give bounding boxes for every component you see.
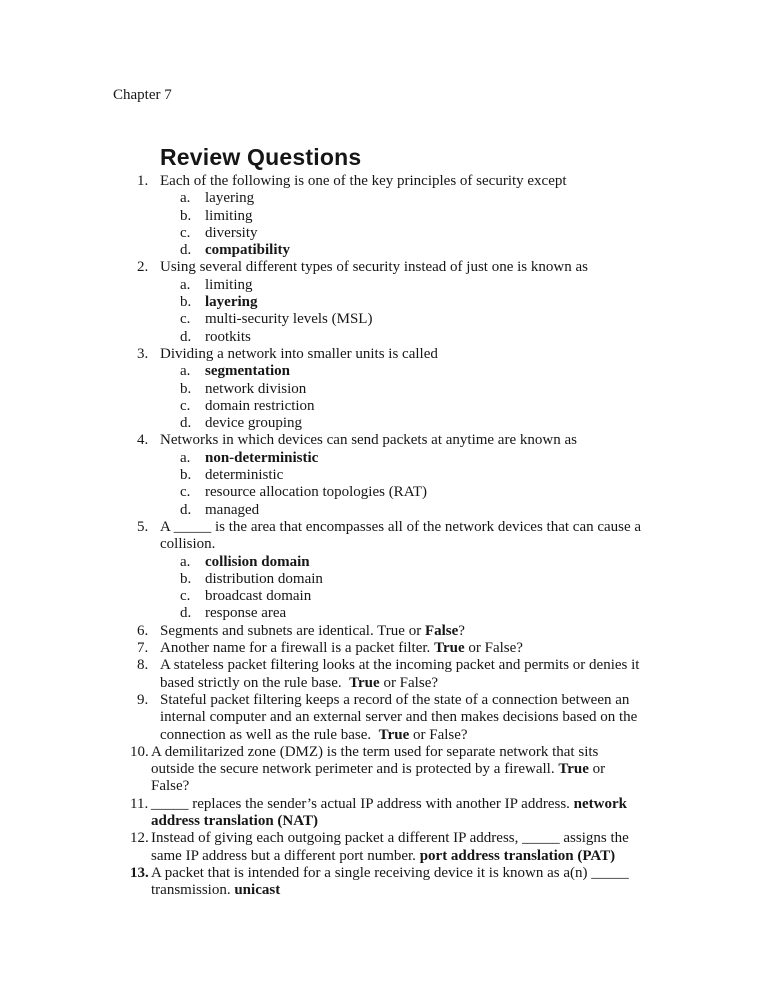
- question-item: [137, 623, 675, 640]
- question-text-line: [160, 709, 675, 726]
- text-segment: or False?: [464, 640, 523, 657]
- question-text-line: [160, 657, 675, 674]
- question-text-line: [160, 432, 675, 449]
- text-segment: A packet that is intended for a single receiving device it is known as a(n) _____: [151, 864, 629, 881]
- option-row: [180, 225, 675, 242]
- answer-text-segment: True: [434, 640, 465, 657]
- question-text-line: [151, 796, 675, 813]
- question-body: [160, 519, 675, 623]
- option-row: [180, 277, 675, 294]
- question-body: [160, 259, 675, 345]
- option-text: limiting: [205, 207, 253, 224]
- question-text-line: [151, 761, 675, 778]
- option-row: [180, 398, 675, 415]
- option-row: [180, 381, 675, 398]
- option-row: [180, 190, 675, 207]
- chapter-label: Chapter 7: [113, 87, 172, 103]
- question-number: 7.: [137, 640, 149, 657]
- option-text: response area: [205, 605, 287, 622]
- question-number: 9.: [137, 691, 149, 708]
- text-segment: outside the secure network perimeter and is protected by a firewall.: [151, 761, 559, 778]
- text-segment: A stateless packet filtering looks at the incoming packet and permits or denies it: [160, 657, 640, 674]
- question-number: 6.: [137, 622, 149, 639]
- option-row: [180, 311, 675, 328]
- option-row: [180, 329, 675, 346]
- question-number: 8.: [137, 657, 149, 674]
- text-segment: transmission.: [151, 882, 235, 899]
- content-area: [115, 144, 675, 899]
- option-text-answer: non-deterministic: [205, 449, 319, 466]
- option-letter: b.: [180, 294, 192, 311]
- question-number: 4.: [137, 432, 149, 449]
- question-body: [160, 346, 675, 432]
- option-row: [180, 467, 675, 484]
- question-item: [130, 796, 675, 831]
- question-body: [160, 432, 675, 518]
- option-letter: d.: [180, 605, 192, 622]
- option-letter: d.: [180, 328, 192, 345]
- question-text-line: [160, 675, 675, 692]
- option-text-answer: segmentation: [205, 363, 290, 380]
- text-segment: A demilitarized zone (DMZ) is the term used for separate network that sits: [151, 743, 599, 760]
- question-body: [151, 744, 675, 796]
- question-body: [160, 640, 675, 657]
- answer-text-segment: port address translation (PAT): [419, 847, 616, 864]
- option-letter: d.: [180, 242, 192, 259]
- question-number: 11.: [130, 795, 149, 812]
- answer-text-segment: address translation (NAT): [151, 812, 318, 829]
- question-text-line: [160, 640, 675, 657]
- question-number: 5.: [137, 518, 149, 535]
- option-letter: a.: [180, 449, 191, 466]
- option-text: limiting: [205, 276, 253, 293]
- text-segment: collision.: [160, 536, 216, 553]
- question-item: [137, 346, 675, 432]
- question-item: [137, 657, 675, 692]
- option-row: [180, 554, 675, 571]
- question-body: [151, 865, 675, 900]
- question-text-line: [151, 865, 675, 882]
- text-segment: _____ replaces the sender’s actual IP address with another IP address.: [151, 795, 574, 812]
- option-letter: b.: [180, 207, 192, 224]
- option-text: resource allocation topologies (RAT): [205, 484, 428, 501]
- option-text: multi-security levels (MSL): [205, 311, 373, 328]
- question-body: [160, 623, 675, 640]
- question-item: [137, 640, 675, 657]
- text-segment: Instead of giving each outgoing packet a different IP address, _____ assigns the: [151, 830, 629, 847]
- question-number: 13.: [130, 864, 149, 881]
- text-segment: Using several different types of security instead of just one is known as: [160, 259, 588, 276]
- option-row: [180, 208, 675, 225]
- text-segment: based strictly on the rule base.: [160, 674, 350, 691]
- question-text-line: [160, 536, 675, 553]
- option-letter: a.: [180, 363, 191, 380]
- question-body: [160, 692, 675, 744]
- text-segment: False?: [151, 778, 190, 795]
- option-letter: c.: [180, 397, 191, 414]
- answer-text-segment: unicast: [234, 882, 281, 899]
- option-letter: b.: [180, 467, 192, 484]
- option-letter: b.: [180, 380, 192, 397]
- question-number: 3.: [137, 345, 149, 362]
- option-text: layering: [205, 190, 255, 207]
- question-text-line: [151, 882, 675, 899]
- option-text: rootkits: [205, 328, 251, 345]
- question-body: [160, 173, 675, 259]
- question-text-line: [151, 830, 675, 847]
- text-segment: or: [588, 761, 606, 778]
- question-item: [137, 259, 675, 345]
- question-body: [151, 796, 675, 831]
- option-text: diversity: [205, 224, 258, 241]
- question-text-line: [160, 173, 675, 190]
- option-text-answer: layering: [205, 294, 258, 311]
- text-segment: Segments and subnets are identical. True or: [160, 622, 425, 639]
- option-letter: c.: [180, 484, 191, 501]
- question-text-line: [160, 519, 675, 536]
- question-item: [130, 744, 675, 796]
- option-row: [180, 484, 675, 501]
- option-row: [180, 571, 675, 588]
- option-letter: c.: [180, 588, 191, 605]
- answer-text-segment: False: [424, 622, 459, 639]
- option-letter: d.: [180, 501, 192, 518]
- option-text: domain restriction: [205, 397, 315, 414]
- option-text: device grouping: [205, 415, 303, 432]
- text-segment: connection as well as the rule base.: [160, 726, 379, 743]
- question-body: [151, 830, 675, 865]
- text-segment: Dividing a network into smaller units is called: [160, 345, 438, 362]
- option-text: distribution domain: [205, 570, 323, 587]
- option-text-answer: compatibility: [205, 242, 290, 259]
- text-segment: or False?: [409, 726, 468, 743]
- option-letter: c.: [180, 311, 191, 328]
- question-text-line: [160, 259, 675, 276]
- question-item: [137, 519, 675, 623]
- option-letter: a.: [180, 276, 191, 293]
- question-number: 10.: [130, 743, 149, 760]
- question-text-line: [151, 744, 675, 761]
- question-number: 12.: [130, 830, 149, 847]
- option-text: deterministic: [205, 467, 284, 484]
- option-text: broadcast domain: [205, 588, 312, 605]
- text-segment: A _____ is the area that encompasses all of the network devices that can cause a: [160, 518, 642, 535]
- option-letter: a.: [180, 190, 191, 207]
- text-segment: same IP address but a different port number.: [151, 847, 420, 864]
- text-segment: or False?: [379, 674, 439, 691]
- page-title: Review Questions: [160, 144, 362, 170]
- option-row: [180, 502, 675, 519]
- question-text-line: [151, 848, 675, 865]
- question-text-line: [151, 813, 675, 830]
- answer-text-segment: True: [378, 726, 410, 743]
- question-item: [130, 865, 675, 900]
- text-segment: internal computer and an external server and then makes decisions based on the: [160, 709, 638, 726]
- text-segment: Another name for a firewall is a packet filter.: [160, 640, 435, 657]
- question-item: [137, 432, 675, 518]
- question-body: [160, 657, 675, 692]
- option-text-answer: collision domain: [205, 553, 310, 570]
- text-segment: Each of the following is one of the key principles of security except: [160, 173, 567, 189]
- question-text-line: [160, 623, 675, 640]
- option-row: [180, 588, 675, 605]
- option-letter: a.: [180, 553, 191, 570]
- option-letter: c.: [180, 224, 191, 241]
- option-row: [180, 363, 675, 380]
- question-number: 1.: [137, 173, 149, 189]
- answer-text-segment: True: [349, 674, 380, 691]
- question-item: [137, 173, 675, 259]
- text-segment: Networks in which devices can send packets at anytime are known as: [160, 432, 577, 449]
- question-text-line: [160, 692, 675, 709]
- question-number: 2.: [137, 259, 149, 276]
- question-text-line: [160, 727, 675, 744]
- option-row: [180, 415, 675, 432]
- answer-text-segment: network: [573, 795, 627, 812]
- answer-text-segment: True: [558, 761, 589, 778]
- option-row: [180, 242, 675, 259]
- text-segment: ?: [458, 622, 465, 639]
- option-letter: d.: [180, 415, 192, 432]
- option-text: network division: [205, 380, 307, 397]
- option-row: [180, 450, 675, 467]
- option-letter: b.: [180, 570, 192, 587]
- text-segment: Stateful packet filtering keeps a record of the state of a connection between an: [160, 691, 630, 708]
- option-text: managed: [205, 501, 260, 518]
- question-list: [115, 173, 675, 899]
- option-row: [180, 294, 675, 311]
- question-text-line: [151, 778, 675, 795]
- question-text-line: [160, 346, 675, 363]
- option-row: [180, 605, 675, 622]
- question-item: [137, 692, 675, 744]
- question-item: [130, 830, 675, 865]
